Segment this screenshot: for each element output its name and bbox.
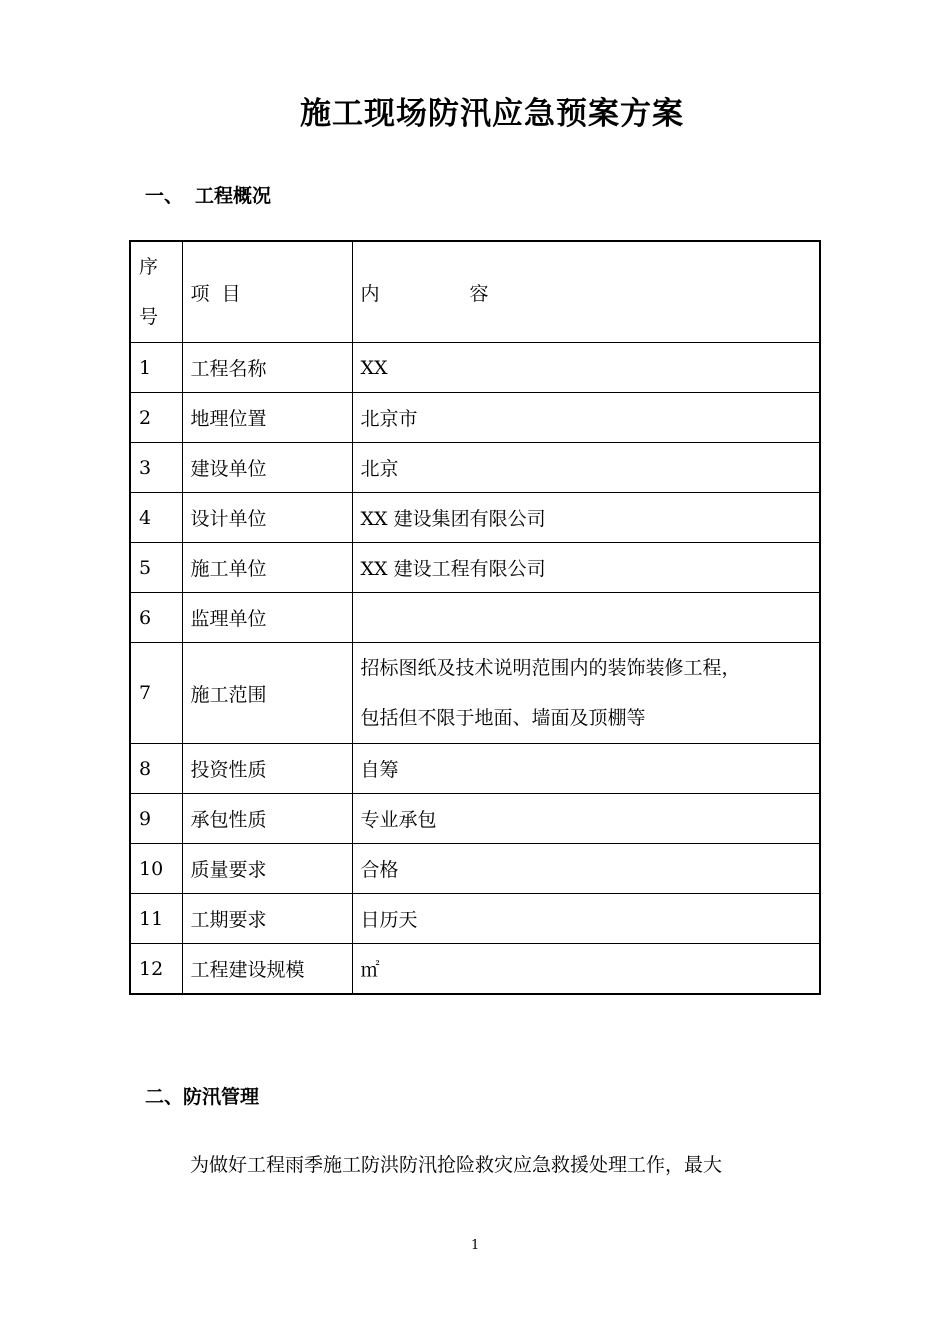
section-heading-overview xyxy=(145,181,271,208)
body-paragraph: 为做好工程雨季施工防洪防汛抢险救灾应急救援处理工作，最大 xyxy=(190,1154,723,1176)
row-item: 施工范围 xyxy=(182,643,352,744)
row-content-line1: 招标图纸及技术说明范围内的装饰装修工程， xyxy=(360,657,741,679)
row-item: 地理位置 xyxy=(182,393,352,443)
table-row xyxy=(130,393,820,443)
section-title: 工程概况 xyxy=(195,185,272,207)
row-item: 工程建设规模 xyxy=(182,944,352,995)
row-item: 建设单位 xyxy=(182,443,352,493)
table-row xyxy=(130,794,820,844)
row-content: 专业承包 xyxy=(352,794,820,844)
header-content-left: 内 xyxy=(360,282,380,305)
section-number: 一、 xyxy=(145,185,184,207)
table-row xyxy=(130,744,820,794)
row-seq: 8 xyxy=(130,744,182,794)
table-row xyxy=(130,543,820,593)
row-content: 自筹 xyxy=(352,744,820,794)
row-content: ㎡ xyxy=(352,944,820,995)
header-item-cell: 项 目 xyxy=(182,241,352,343)
project-overview-table xyxy=(129,240,821,995)
row-item: 工程名称 xyxy=(182,343,352,393)
row-seq: 7 xyxy=(130,643,182,744)
row-content: 北京 xyxy=(352,443,820,493)
row-seq: 2 xyxy=(130,393,182,443)
table-header-row xyxy=(130,241,820,343)
row-seq: 6 xyxy=(130,593,182,643)
document-title: 施工现场防汛应急预案方案 xyxy=(300,96,684,132)
row-content: XX 建设集团有限公司 xyxy=(352,493,820,543)
page-number: 1 xyxy=(471,1238,480,1253)
row-content: XX xyxy=(352,343,820,393)
row-item: 设计单位 xyxy=(182,493,352,543)
table-row xyxy=(130,944,820,995)
table-row xyxy=(130,493,820,543)
row-content xyxy=(352,643,820,744)
row-content: 合格 xyxy=(352,844,820,894)
table-row xyxy=(130,894,820,944)
table-row xyxy=(130,593,820,643)
row-content xyxy=(352,593,820,643)
table-row xyxy=(130,343,820,393)
table-row xyxy=(130,443,820,493)
row-item: 投资性质 xyxy=(182,744,352,794)
row-item: 工期要求 xyxy=(182,894,352,944)
table-row xyxy=(130,643,820,744)
row-seq: 10 xyxy=(130,844,182,894)
row-item: 施工单位 xyxy=(182,543,352,593)
row-content-line2: 包括但不限于地面、墙面及顶棚等 xyxy=(360,707,646,729)
row-content: 北京市 xyxy=(352,393,820,443)
header-seq-cell xyxy=(130,241,182,343)
row-seq: 1 xyxy=(130,343,182,393)
header-content-cell xyxy=(352,241,820,343)
row-content: XX 建设工程有限公司 xyxy=(352,543,820,593)
row-seq: 11 xyxy=(130,894,182,944)
row-seq: 4 xyxy=(130,493,182,543)
header-seq-line2: 号 xyxy=(139,306,159,328)
header-content-right: 容 xyxy=(469,282,489,305)
row-seq: 12 xyxy=(130,944,182,995)
row-seq: 9 xyxy=(130,794,182,844)
row-seq: 5 xyxy=(130,543,182,593)
row-item: 监理单位 xyxy=(182,593,352,643)
row-item: 承包性质 xyxy=(182,794,352,844)
row-item: 质量要求 xyxy=(182,844,352,894)
row-content: 日历天 xyxy=(352,894,820,944)
header-seq-line1: 序 xyxy=(139,256,159,278)
row-seq: 3 xyxy=(130,443,182,493)
section-heading-flood-management: 二、防汛管理 xyxy=(145,1086,260,1108)
table-row xyxy=(130,844,820,894)
